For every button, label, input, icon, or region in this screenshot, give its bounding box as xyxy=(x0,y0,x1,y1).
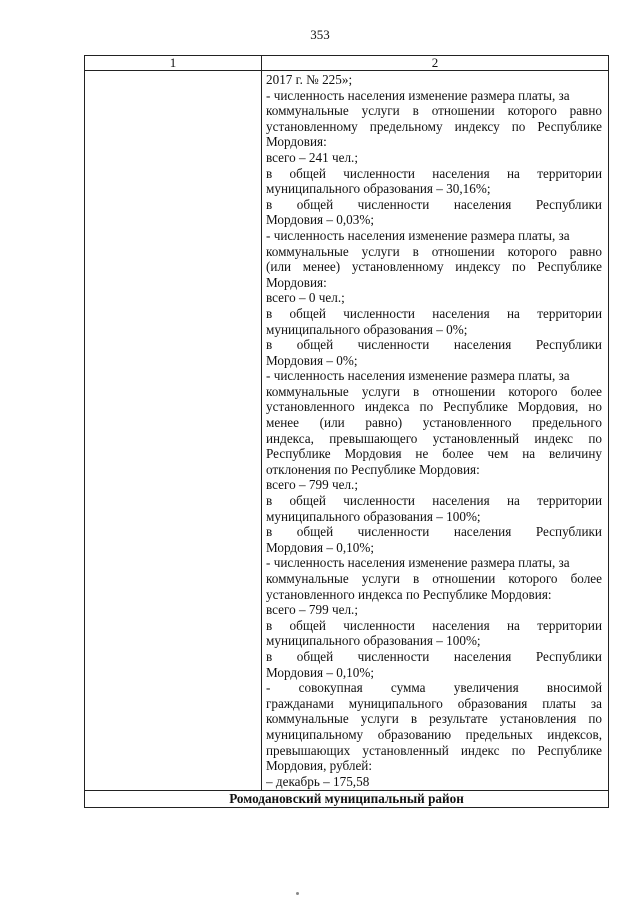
text-line: в общей численности населения на территории xyxy=(266,493,602,509)
text-line: Мордовия – 0%; xyxy=(266,352,358,368)
text-line: в общей численности населения на территории xyxy=(266,305,602,321)
text-line: Мордовия – 0,03%; xyxy=(266,212,374,228)
text-line: (или менее) установленному индексу по Республике xyxy=(266,259,602,275)
text-line: коммунальные услуги в отношении которого более xyxy=(266,571,602,586)
text-line: в общей численности населения на территории xyxy=(266,165,602,181)
text-line: в общей численности населения Республики xyxy=(266,196,602,212)
text-line: в общей численности населения Республики xyxy=(266,648,602,664)
text-line: установленного индекса по Республике Мордовия, но xyxy=(266,399,602,415)
table-row xyxy=(85,71,609,791)
text-line: 2017 г. № 225»; xyxy=(266,72,353,87)
page-number: 353 xyxy=(310,27,330,42)
text-line: всего – 799 чел.; xyxy=(266,602,358,618)
table-header-row xyxy=(85,56,609,71)
text-line: Мордовия, рублей: xyxy=(266,758,373,774)
text-line: коммунальные услуги в результате установления по xyxy=(266,711,602,727)
text-line: превышающих установленный индекс по Республике xyxy=(266,742,602,758)
text-line: - численность населения изменение размера платы, за xyxy=(266,368,570,384)
text-line: в общей численности населения Республики xyxy=(266,524,602,540)
text-line: муниципального образования – 100%; xyxy=(266,633,481,649)
text-line: муниципальному образованию предельных индексов, xyxy=(266,726,602,742)
text-line: - совокупная сумма увеличения вносимой xyxy=(266,680,602,696)
text-line: - численность населения изменение размера платы, за xyxy=(266,555,570,571)
text-line: муниципального образования – 100%; xyxy=(266,508,481,524)
column-1-cell xyxy=(85,71,262,791)
column-header-1: 1 xyxy=(85,56,262,71)
text-line: всего – 241 чел.; xyxy=(266,149,358,165)
scan-speck xyxy=(296,892,299,895)
text-line: Мордовия – 0,10%; xyxy=(266,664,374,680)
text-line: отклонения по Республике Мордовия: xyxy=(266,461,480,477)
text-line: в общей численности населения на территории xyxy=(266,617,602,633)
text-line: всего – 0 чел.; xyxy=(266,290,345,306)
document-table xyxy=(84,55,609,808)
text-line: гражданами муниципального образования платы за xyxy=(266,695,602,711)
text-line: коммунальные услуги в отношении которого равно xyxy=(266,103,602,119)
text-line: установленному предельному индексу по Республике xyxy=(266,118,602,134)
text-line: муниципального образования – 30,16%; xyxy=(266,181,491,197)
text-line: - численность населения изменение размера платы, за xyxy=(266,87,570,103)
text-line: всего – 799 чел.; xyxy=(266,477,358,493)
text-line: установленного индекса по Республике Мордовия: xyxy=(266,586,552,602)
text-line: в общей численности населения Республики xyxy=(266,337,602,353)
column-2-cell xyxy=(262,71,609,791)
column-header-2: 2 xyxy=(262,56,609,71)
text-line: - численность населения изменение размера платы, за xyxy=(266,227,570,243)
district-row xyxy=(85,791,609,808)
text-line: коммунальные услуги в отношении которого более xyxy=(266,383,602,399)
text-line: Республике Мордовия не более чем на величину xyxy=(266,446,602,462)
text-line: Мордовия – 0,10%; xyxy=(266,539,374,555)
text-line: муниципального образования – 0%; xyxy=(266,321,468,337)
text-line: менее (или равно) установленного предельного xyxy=(266,415,602,431)
text-line: Мордовия: xyxy=(266,134,327,150)
text-line: – декабрь – 175,58 xyxy=(266,773,370,789)
text-line: индекса, превышающего установленный индекс по xyxy=(266,430,602,446)
text-line: коммунальные услуги в отношении которого равно xyxy=(266,243,602,259)
text-line: Мордовия: xyxy=(266,274,327,290)
district-name: Ромодановский муниципальный район xyxy=(85,791,609,808)
